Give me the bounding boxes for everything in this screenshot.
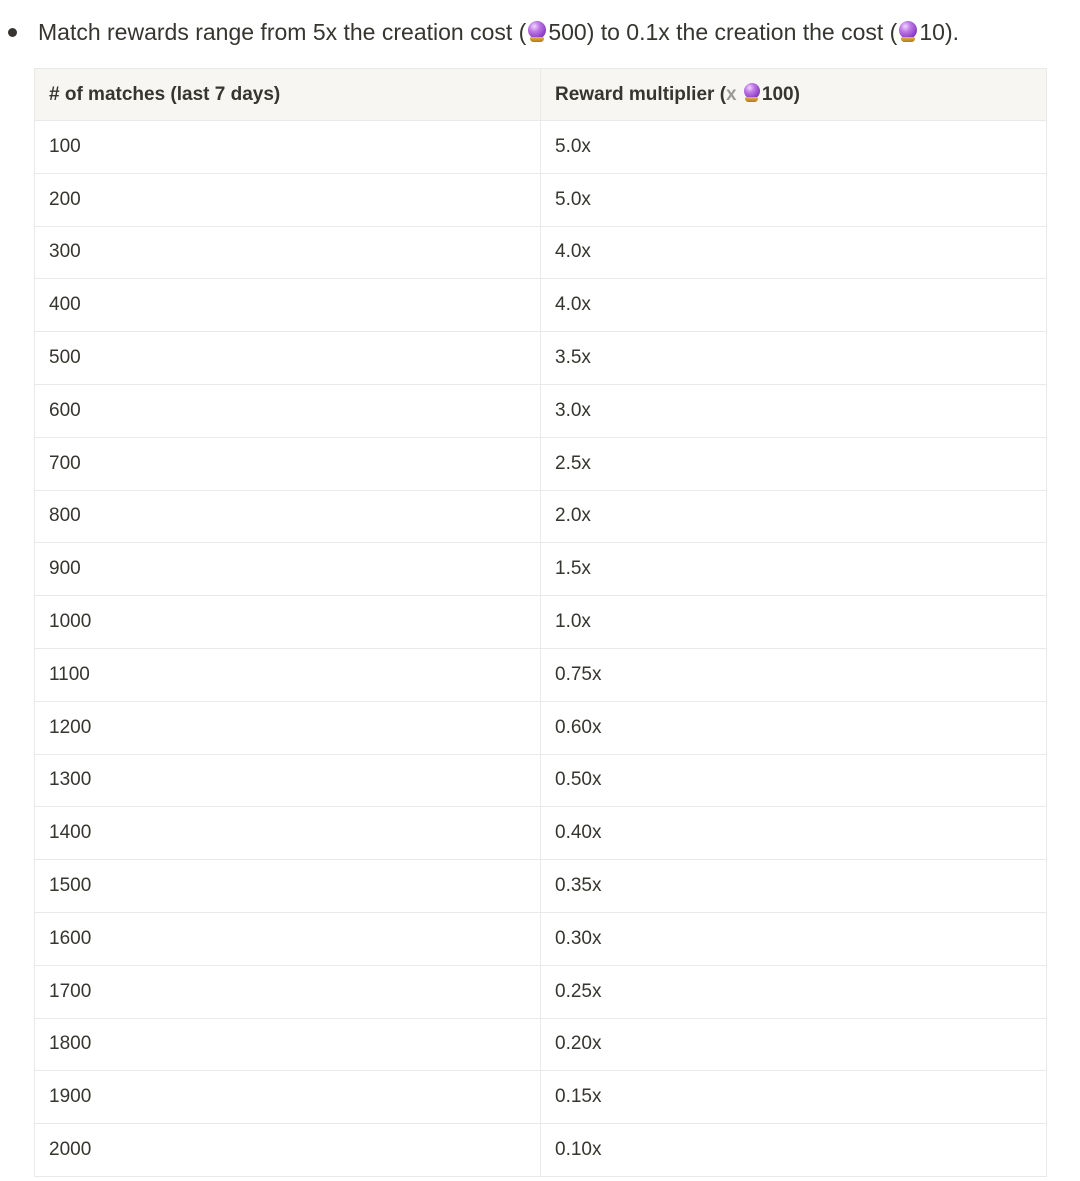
cell-matches: 700: [35, 437, 541, 490]
bullet-item: [0, 12, 959, 52]
cell-matches: 1700: [35, 965, 541, 1018]
table-row: [35, 701, 1047, 754]
cell-matches: 900: [35, 543, 541, 596]
cell-matches: 1600: [35, 912, 541, 965]
table-row: [35, 860, 1047, 913]
cell-matches: 2000: [35, 1124, 541, 1177]
header-matches: # of matches (last 7 days): [35, 69, 541, 121]
cell-matches: 600: [35, 384, 541, 437]
cell-matches: 800: [35, 490, 541, 543]
cell-multiplier: 2.0x: [541, 490, 1047, 543]
cell-matches: 100: [35, 121, 541, 174]
table-row: [35, 490, 1047, 543]
bullet-text-after: ).: [944, 18, 960, 45]
cell-multiplier: 0.10x: [541, 1124, 1047, 1177]
cell-matches: 1400: [35, 807, 541, 860]
cell-multiplier: 0.75x: [541, 648, 1047, 701]
cell-matches: 1000: [35, 596, 541, 649]
table-row: [35, 437, 1047, 490]
cell-multiplier: 2.5x: [541, 437, 1047, 490]
table-row: [35, 279, 1047, 332]
cell-multiplier: 0.30x: [541, 912, 1047, 965]
table-row: [35, 754, 1047, 807]
table-row: [35, 1071, 1047, 1124]
cell-matches: 200: [35, 173, 541, 226]
cell-matches: 500: [35, 332, 541, 385]
table-row: [35, 648, 1047, 701]
table-row: [35, 384, 1047, 437]
header-reward-multiplier: [541, 69, 1047, 121]
cell-multiplier: 0.50x: [541, 754, 1047, 807]
cell-multiplier: 3.0x: [541, 384, 1047, 437]
crystal-ball-icon: [743, 83, 761, 103]
cell-multiplier: 0.15x: [541, 1071, 1047, 1124]
cell-multiplier: 4.0x: [541, 279, 1047, 332]
crystal-ball-icon: [527, 21, 547, 43]
table-row: [35, 1124, 1047, 1177]
table-row: [35, 121, 1047, 174]
cell-matches: 1300: [35, 754, 541, 807]
bullet-text-before: Match rewards range from 5x the creation cost (: [38, 18, 527, 45]
cell-multiplier: 0.60x: [541, 701, 1047, 754]
table-row: [35, 807, 1047, 860]
table-row: [35, 1018, 1047, 1071]
table-row: [35, 332, 1047, 385]
cell-multiplier: 5.0x: [541, 121, 1047, 174]
table-row: [35, 173, 1047, 226]
bullet-amount-high: 500: [548, 18, 587, 45]
cell-matches: 1500: [35, 860, 541, 913]
cell-matches: 1800: [35, 1018, 541, 1071]
cell-multiplier: 4.0x: [541, 226, 1047, 279]
table-row: [35, 543, 1047, 596]
bullet-dot-icon: [8, 28, 17, 37]
crystal-ball-icon: [898, 21, 918, 43]
cell-matches: 300: [35, 226, 541, 279]
cell-multiplier: 1.0x: [541, 596, 1047, 649]
cell-multiplier: 0.20x: [541, 1018, 1047, 1071]
header-suffix: ): [793, 84, 800, 105]
cell-matches: 1200: [35, 701, 541, 754]
header-prefix: Reward multiplier (: [555, 84, 727, 105]
cell-multiplier: 0.35x: [541, 860, 1047, 913]
cell-matches: 1100: [35, 648, 541, 701]
cell-matches: 1900: [35, 1071, 541, 1124]
table-row: [35, 596, 1047, 649]
cell-multiplier: 0.40x: [541, 807, 1047, 860]
table-row: [35, 912, 1047, 965]
reward-multiplier-table: [34, 68, 1047, 1177]
cell-multiplier: 5.0x: [541, 173, 1047, 226]
header-amount: 100: [761, 84, 794, 105]
cell-matches: 400: [35, 279, 541, 332]
bullet-amount-low: 10: [919, 18, 945, 45]
table-row: [35, 965, 1047, 1018]
cell-multiplier: 1.5x: [541, 543, 1047, 596]
table-row: [35, 226, 1047, 279]
bullet-text-middle: ) to 0.1x the creation the cost (: [586, 18, 898, 45]
table-body: [35, 121, 1047, 1177]
cell-multiplier: 0.25x: [541, 965, 1047, 1018]
header-x: x: [726, 84, 742, 105]
cell-multiplier: 3.5x: [541, 332, 1047, 385]
table-header-row: [35, 69, 1047, 121]
